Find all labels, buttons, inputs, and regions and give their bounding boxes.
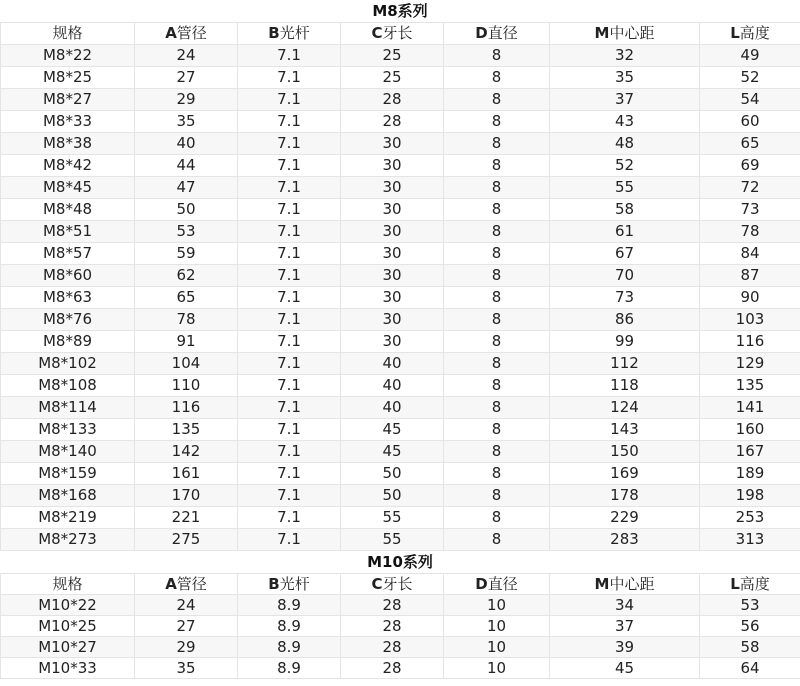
m10-header-row xyxy=(1,574,800,595)
value-cell: 27 xyxy=(135,67,238,89)
value-cell: 35 xyxy=(135,658,238,679)
value-cell: 40 xyxy=(341,397,444,419)
table-row xyxy=(1,309,800,331)
value-cell: 65 xyxy=(135,287,238,309)
table-row xyxy=(1,287,800,309)
column-header-letter: D xyxy=(475,24,488,42)
value-cell: 65 xyxy=(700,133,800,155)
value-cell: 118 xyxy=(550,375,700,397)
value-cell: 129 xyxy=(700,353,800,375)
value-cell: 61 xyxy=(550,221,700,243)
spec-cell: M8*108 xyxy=(1,375,135,397)
spec-cell: M8*60 xyxy=(1,265,135,287)
value-cell: 8 xyxy=(444,375,550,397)
table-row xyxy=(1,133,800,155)
value-cell: 54 xyxy=(700,89,800,111)
value-cell: 45 xyxy=(341,419,444,441)
value-cell: 8 xyxy=(444,67,550,89)
column-header-letter: C xyxy=(371,24,383,42)
value-cell: 30 xyxy=(341,133,444,155)
value-cell: 7.1 xyxy=(238,133,341,155)
table-row xyxy=(1,375,800,397)
value-cell: 72 xyxy=(700,177,800,199)
value-cell: 37 xyxy=(550,616,700,637)
value-cell: 8 xyxy=(444,331,550,353)
value-cell: 275 xyxy=(135,529,238,551)
value-cell: 8 xyxy=(444,441,550,463)
value-cell: 67 xyxy=(550,243,700,265)
table-row xyxy=(1,419,800,441)
table-row xyxy=(1,89,800,111)
value-cell: 49 xyxy=(700,45,800,67)
value-cell: 8 xyxy=(444,507,550,529)
value-cell: 141 xyxy=(700,397,800,419)
spec-cell: M8*219 xyxy=(1,507,135,529)
value-cell: 55 xyxy=(341,507,444,529)
table-row xyxy=(1,353,800,375)
value-cell: 28 xyxy=(341,595,444,616)
column-header xyxy=(1,574,135,595)
column-header-letter: B xyxy=(268,24,280,42)
column-header-letter: D xyxy=(475,575,488,593)
value-cell: 30 xyxy=(341,265,444,287)
value-cell: 8 xyxy=(444,177,550,199)
column-header-label: 光杆 xyxy=(279,24,310,42)
value-cell: 28 xyxy=(341,616,444,637)
value-cell: 7.1 xyxy=(238,243,341,265)
value-cell: 8 xyxy=(444,463,550,485)
column-header-label: 中心距 xyxy=(609,24,655,42)
column-header xyxy=(135,23,238,45)
value-cell: 55 xyxy=(550,177,700,199)
column-header-label: 规格 xyxy=(52,24,83,42)
value-cell: 7.1 xyxy=(238,507,341,529)
value-cell: 8 xyxy=(444,221,550,243)
value-cell: 8 xyxy=(444,45,550,67)
value-cell: 78 xyxy=(135,309,238,331)
value-cell: 50 xyxy=(135,199,238,221)
value-cell: 53 xyxy=(135,221,238,243)
column-header xyxy=(444,574,550,595)
value-cell: 229 xyxy=(550,507,700,529)
spec-cell: M8*22 xyxy=(1,45,135,67)
table-row xyxy=(1,658,800,679)
spec-cell: M8*25 xyxy=(1,67,135,89)
spec-cell: M8*114 xyxy=(1,397,135,419)
spec-cell: M10*27 xyxy=(1,637,135,658)
table-row xyxy=(1,199,800,221)
spec-cell: M8*51 xyxy=(1,221,135,243)
spec-cell: M8*140 xyxy=(1,441,135,463)
table-row xyxy=(1,529,800,551)
value-cell: 30 xyxy=(341,199,444,221)
column-header-letter: M xyxy=(594,575,610,593)
column-header-label: 牙长 xyxy=(382,575,413,593)
column-header-label: 规格 xyxy=(52,575,83,593)
value-cell: 8 xyxy=(444,243,550,265)
value-cell: 8 xyxy=(444,265,550,287)
value-cell: 53 xyxy=(700,595,800,616)
value-cell: 8 xyxy=(444,89,550,111)
value-cell: 30 xyxy=(341,155,444,177)
value-cell: 37 xyxy=(550,89,700,111)
column-header-label: 中心距 xyxy=(609,575,655,593)
column-header-letter: A xyxy=(165,575,177,593)
value-cell: 313 xyxy=(700,529,800,551)
value-cell: 99 xyxy=(550,331,700,353)
value-cell: 10 xyxy=(444,658,550,679)
spec-cell: M10*22 xyxy=(1,595,135,616)
spec-cell: M8*27 xyxy=(1,89,135,111)
spec-cell: M8*168 xyxy=(1,485,135,507)
value-cell: 116 xyxy=(135,397,238,419)
value-cell: 110 xyxy=(135,375,238,397)
value-cell: 30 xyxy=(341,221,444,243)
m8-spec-table xyxy=(0,22,800,551)
value-cell: 59 xyxy=(135,243,238,265)
spec-cell: M8*159 xyxy=(1,463,135,485)
value-cell: 45 xyxy=(550,658,700,679)
spec-cell: M8*38 xyxy=(1,133,135,155)
column-header-label: 管径 xyxy=(176,24,207,42)
table-row xyxy=(1,637,800,658)
value-cell: 29 xyxy=(135,89,238,111)
spec-cell: M8*76 xyxy=(1,309,135,331)
m8-header-row xyxy=(1,23,800,45)
value-cell: 28 xyxy=(341,89,444,111)
spec-cell: M8*48 xyxy=(1,199,135,221)
value-cell: 135 xyxy=(135,419,238,441)
value-cell: 25 xyxy=(341,45,444,67)
table-row xyxy=(1,177,800,199)
value-cell: 198 xyxy=(700,485,800,507)
value-cell: 30 xyxy=(341,309,444,331)
value-cell: 170 xyxy=(135,485,238,507)
value-cell: 24 xyxy=(135,45,238,67)
value-cell: 69 xyxy=(700,155,800,177)
column-header xyxy=(700,574,800,595)
table-row xyxy=(1,331,800,353)
column-header-letter: L xyxy=(730,24,740,42)
column-header xyxy=(238,23,341,45)
value-cell: 167 xyxy=(700,441,800,463)
value-cell: 103 xyxy=(700,309,800,331)
value-cell: 8 xyxy=(444,353,550,375)
spec-cell: M10*25 xyxy=(1,616,135,637)
m10-title: M10系列 xyxy=(367,553,433,571)
value-cell: 47 xyxy=(135,177,238,199)
value-cell: 32 xyxy=(550,45,700,67)
column-header-label: 牙长 xyxy=(382,24,413,42)
value-cell: 48 xyxy=(550,133,700,155)
value-cell: 28 xyxy=(341,658,444,679)
value-cell: 30 xyxy=(341,331,444,353)
table-row xyxy=(1,155,800,177)
value-cell: 40 xyxy=(341,375,444,397)
value-cell: 7.1 xyxy=(238,67,341,89)
value-cell: 7.1 xyxy=(238,353,341,375)
value-cell: 8 xyxy=(444,199,550,221)
value-cell: 62 xyxy=(135,265,238,287)
value-cell: 7.1 xyxy=(238,485,341,507)
value-cell: 7.1 xyxy=(238,397,341,419)
column-header xyxy=(341,574,444,595)
value-cell: 7.1 xyxy=(238,331,341,353)
spec-cell: M8*57 xyxy=(1,243,135,265)
value-cell: 44 xyxy=(135,155,238,177)
value-cell: 178 xyxy=(550,485,700,507)
value-cell: 78 xyxy=(700,221,800,243)
value-cell: 7.1 xyxy=(238,265,341,287)
value-cell: 112 xyxy=(550,353,700,375)
table-row xyxy=(1,397,800,419)
spec-cell: M8*133 xyxy=(1,419,135,441)
column-header-label: 直径 xyxy=(487,24,518,42)
value-cell: 86 xyxy=(550,309,700,331)
value-cell: 7.1 xyxy=(238,155,341,177)
value-cell: 24 xyxy=(135,595,238,616)
value-cell: 8 xyxy=(444,397,550,419)
value-cell: 8 xyxy=(444,309,550,331)
value-cell: 169 xyxy=(550,463,700,485)
value-cell: 7.1 xyxy=(238,111,341,133)
value-cell: 40 xyxy=(135,133,238,155)
value-cell: 283 xyxy=(550,529,700,551)
value-cell: 30 xyxy=(341,177,444,199)
column-header-letter: B xyxy=(268,575,280,593)
value-cell: 7.1 xyxy=(238,419,341,441)
value-cell: 142 xyxy=(135,441,238,463)
value-cell: 8 xyxy=(444,419,550,441)
value-cell: 55 xyxy=(341,529,444,551)
value-cell: 60 xyxy=(700,111,800,133)
value-cell: 143 xyxy=(550,419,700,441)
value-cell: 10 xyxy=(444,637,550,658)
value-cell: 35 xyxy=(550,67,700,89)
value-cell: 7.1 xyxy=(238,199,341,221)
spec-cell: M8*45 xyxy=(1,177,135,199)
value-cell: 10 xyxy=(444,616,550,637)
value-cell: 7.1 xyxy=(238,177,341,199)
value-cell: 30 xyxy=(341,287,444,309)
column-header-letter: L xyxy=(730,575,740,593)
table-row xyxy=(1,45,800,67)
spec-cell: M8*33 xyxy=(1,111,135,133)
value-cell: 124 xyxy=(550,397,700,419)
value-cell: 29 xyxy=(135,637,238,658)
value-cell: 8 xyxy=(444,529,550,551)
m8-table-body xyxy=(1,23,800,551)
value-cell: 27 xyxy=(135,616,238,637)
value-cell: 8 xyxy=(444,485,550,507)
m10-spec-table xyxy=(0,573,800,679)
value-cell: 221 xyxy=(135,507,238,529)
value-cell: 7.1 xyxy=(238,45,341,67)
column-header-letter: A xyxy=(165,24,177,42)
spec-cell: M8*42 xyxy=(1,155,135,177)
value-cell: 73 xyxy=(550,287,700,309)
column-header-letter: M xyxy=(594,24,610,42)
value-cell: 7.1 xyxy=(238,309,341,331)
value-cell: 8 xyxy=(444,133,550,155)
spec-cell: M8*273 xyxy=(1,529,135,551)
value-cell: 7.1 xyxy=(238,375,341,397)
column-header xyxy=(238,574,341,595)
value-cell: 189 xyxy=(700,463,800,485)
value-cell: 135 xyxy=(700,375,800,397)
value-cell: 50 xyxy=(341,463,444,485)
value-cell: 8.9 xyxy=(238,658,341,679)
table-row xyxy=(1,463,800,485)
m8-title: M8系列 xyxy=(372,2,428,20)
value-cell: 50 xyxy=(341,485,444,507)
value-cell: 30 xyxy=(341,243,444,265)
column-header xyxy=(341,23,444,45)
value-cell: 73 xyxy=(700,199,800,221)
column-header xyxy=(444,23,550,45)
table-row xyxy=(1,111,800,133)
value-cell: 104 xyxy=(135,353,238,375)
table-row xyxy=(1,616,800,637)
value-cell: 8.9 xyxy=(238,637,341,658)
value-cell: 90 xyxy=(700,287,800,309)
column-header-letter: C xyxy=(371,575,383,593)
value-cell: 7.1 xyxy=(238,287,341,309)
value-cell: 8 xyxy=(444,111,550,133)
spec-cell: M10*33 xyxy=(1,658,135,679)
m10-section xyxy=(0,551,800,679)
column-header-label: 光杆 xyxy=(279,575,310,593)
value-cell: 161 xyxy=(135,463,238,485)
value-cell: 150 xyxy=(550,441,700,463)
table-row xyxy=(1,485,800,507)
value-cell: 28 xyxy=(341,637,444,658)
value-cell: 39 xyxy=(550,637,700,658)
value-cell: 8.9 xyxy=(238,616,341,637)
table-row xyxy=(1,221,800,243)
table-row xyxy=(1,67,800,89)
value-cell: 28 xyxy=(341,111,444,133)
column-header-label: 高度 xyxy=(739,575,770,593)
value-cell: 58 xyxy=(700,637,800,658)
value-cell: 8.9 xyxy=(238,595,341,616)
column-header-label: 管径 xyxy=(176,575,207,593)
value-cell: 160 xyxy=(700,419,800,441)
value-cell: 7.1 xyxy=(238,89,341,111)
value-cell: 70 xyxy=(550,265,700,287)
table-row xyxy=(1,441,800,463)
column-header xyxy=(700,23,800,45)
value-cell: 116 xyxy=(700,331,800,353)
value-cell: 7.1 xyxy=(238,463,341,485)
value-cell: 35 xyxy=(135,111,238,133)
value-cell: 253 xyxy=(700,507,800,529)
value-cell: 87 xyxy=(700,265,800,287)
value-cell: 25 xyxy=(341,67,444,89)
column-header xyxy=(550,23,700,45)
column-header xyxy=(1,23,135,45)
value-cell: 58 xyxy=(550,199,700,221)
value-cell: 52 xyxy=(550,155,700,177)
value-cell: 7.1 xyxy=(238,221,341,243)
column-header-label: 高度 xyxy=(739,24,770,42)
column-header-label: 直径 xyxy=(487,575,518,593)
column-header xyxy=(550,574,700,595)
value-cell: 64 xyxy=(700,658,800,679)
m10-table-body xyxy=(1,574,800,679)
value-cell: 40 xyxy=(341,353,444,375)
value-cell: 8 xyxy=(444,155,550,177)
value-cell: 8 xyxy=(444,287,550,309)
value-cell: 7.1 xyxy=(238,529,341,551)
value-cell: 43 xyxy=(550,111,700,133)
value-cell: 34 xyxy=(550,595,700,616)
table-row xyxy=(1,243,800,265)
value-cell: 45 xyxy=(341,441,444,463)
table-row xyxy=(1,265,800,287)
value-cell: 7.1 xyxy=(238,441,341,463)
value-cell: 84 xyxy=(700,243,800,265)
spec-cell: M8*63 xyxy=(1,287,135,309)
spec-cell: M8*102 xyxy=(1,353,135,375)
value-cell: 52 xyxy=(700,67,800,89)
value-cell: 56 xyxy=(700,616,800,637)
table-row xyxy=(1,595,800,616)
value-cell: 10 xyxy=(444,595,550,616)
spec-cell: M8*89 xyxy=(1,331,135,353)
table-row xyxy=(1,507,800,529)
column-header xyxy=(135,574,238,595)
value-cell: 91 xyxy=(135,331,238,353)
